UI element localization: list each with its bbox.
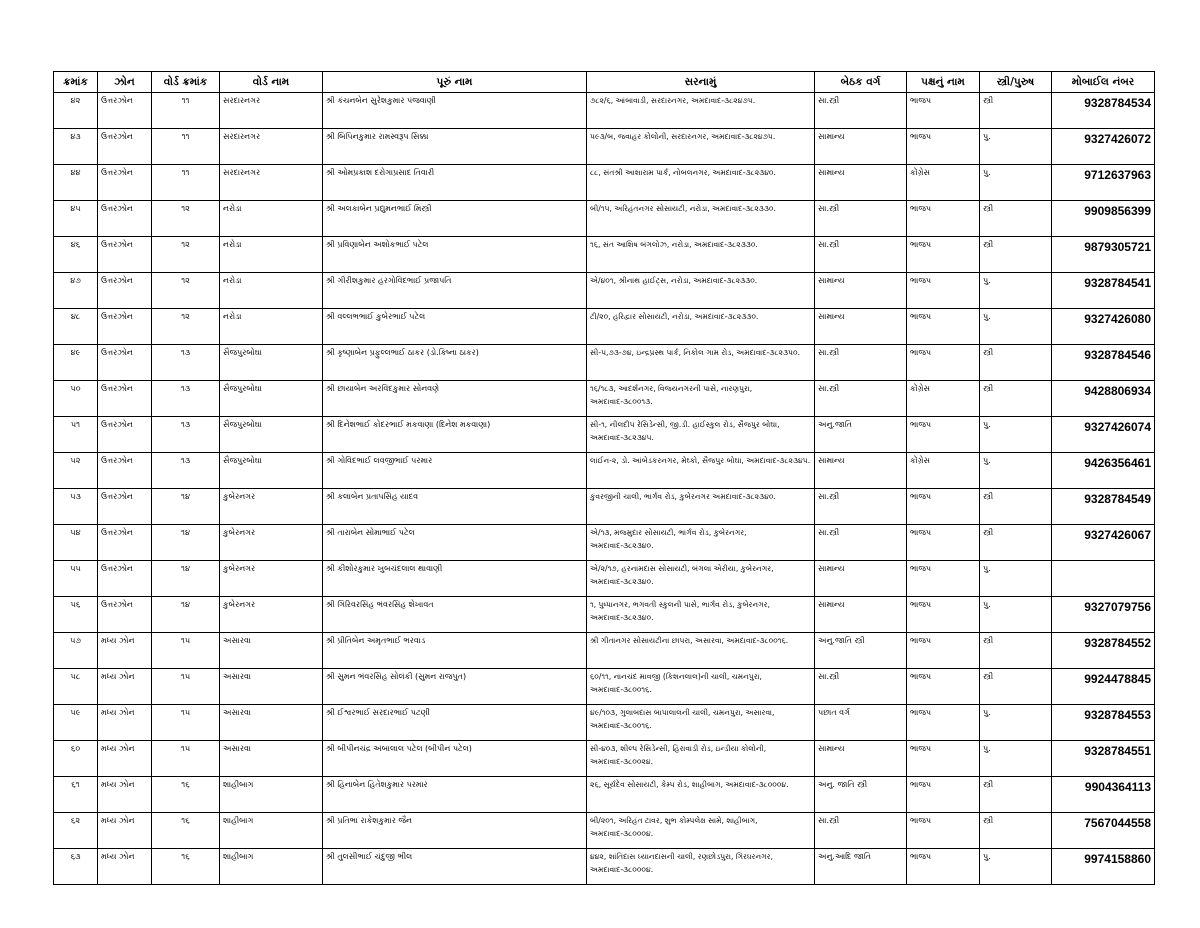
ward-number-cell: ૧૩ <box>152 381 220 417</box>
ward-number-cell: ૧૫ <box>152 741 220 777</box>
seat-category-cell: સામાન્ય <box>815 561 907 597</box>
seat-category-cell: અનુ.જાતિ સ્ત્રી <box>815 633 907 669</box>
gender-cell: સ્ત્રી <box>980 813 1052 849</box>
table-row <box>54 201 1155 237</box>
address-cell: ૧, પુષ્પાનગર, ભગવતી સ્કુલની પાસે, ભાર્ગવ રોડ, કુબેરનગર, અમદાવાદ-૩૮૨૩૪૦. <box>587 597 815 633</box>
ward-name-cell: સૈજપુરબોઘા <box>220 417 323 453</box>
zone-cell: ઉત્તરઝોન <box>98 165 152 201</box>
serial-number-cell: ૪૬ <box>54 237 98 273</box>
table-row <box>54 453 1155 489</box>
ward-name-cell: સૈજપુરબોઘા <box>220 345 323 381</box>
serial-number-cell: ૪૪ <box>54 165 98 201</box>
ward-name-cell: નરોડા <box>220 237 323 273</box>
full-name-cell: શ્રી વલ્લભભાઈ કુબેરભાઈ પટેલ <box>323 309 587 345</box>
party-cell: ભાજપ <box>907 237 980 273</box>
zone-cell: ઉત્તરઝોન <box>98 129 152 165</box>
ward-name-cell: અસારવા <box>220 633 323 669</box>
serial-number-cell: ૫૪ <box>54 525 98 561</box>
ward-number-cell: ૧૫ <box>152 633 220 669</box>
full-name-cell: શ્રી પ્રવિણાબેન અશોકભાઈ પટેલ <box>323 237 587 273</box>
address-cell: બી/૨૦૧, અરિહંત ટાવર, શુભ કોમ્પલેક્ષ સામે, શાહીબાગ, અમદાવાદ-૩૮૦૦૦૪. <box>587 813 815 849</box>
party-cell: ભાજપ <box>907 489 980 525</box>
ward-number-cell: ૧૬ <box>152 777 220 813</box>
ward-number-cell: ૧૬ <box>152 813 220 849</box>
ward-name-cell: શાહીબાગ <box>220 777 323 813</box>
table-row <box>54 597 1155 633</box>
mobile-number-cell: 9879305721 <box>1052 237 1155 273</box>
seat-category-cell: સામાન્ય <box>815 309 907 345</box>
ward-name-cell: કુબેરનગર <box>220 561 323 597</box>
address-cell: શ્રી ગીતાનગર સોસાયટીના છાપરા, અસારવા, અમદાવાદ-૩૮૦૦૧૬. <box>587 633 815 669</box>
mobile-number-cell: 9328784552 <box>1052 633 1155 669</box>
councillor-table <box>53 71 1155 885</box>
seat-category-cell: સા.સ્ત્રી <box>815 345 907 381</box>
address-cell: સી-૧, નીલદીપ રેસિડેન્સી, જી.ડી. હાઈસ્કુલ રોડ, સૈજપુર બોઘા, અમદાવાદ-૩૮૨૩૪૫. <box>587 417 815 453</box>
full-name-cell: શ્રી ઓમપ્રકાશ દરોગાપ્રસાદ તિવારી <box>323 165 587 201</box>
zone-cell: ઉત્તરઝોન <box>98 93 152 129</box>
address-cell: ૭૮૨/૬, આંબાવાડી, સરદારનગર, અમદાવાદ-૩૮૨૪૭૫. <box>587 93 815 129</box>
full-name-cell: શ્રી કંચનબેન સુરેશકુમાર પંજવાણી <box>323 93 587 129</box>
party-cell: કોંગ્રેસ <box>907 381 980 417</box>
table-row <box>54 669 1155 705</box>
gender-cell: પુ. <box>980 165 1052 201</box>
seat-category-cell: સામાન્ય <box>815 165 907 201</box>
full-name-cell: શ્રી પ્રીતિબેન અમૃતભાઈ ભરવાડ <box>323 633 587 669</box>
seat-category-cell: અનુ.જાતિ <box>815 417 907 453</box>
address-cell: ૨૬, સૂર્યદેવ સોસાયટી, કેમ્પ રોડ, શાહીબાગ, અમદાવાદ-૩૮૦૦૦૪. <box>587 777 815 813</box>
ward-number-cell: ૧૪ <box>152 525 220 561</box>
ward-number-cell: ૧૨ <box>152 201 220 237</box>
ward-number-cell: ૧૨ <box>152 309 220 345</box>
address-cell: ૮૮, સંતશ્રી આશારામ પાર્ક, નોબલનગર, અમદાવાદ-૩૮૨૩૪૦. <box>587 165 815 201</box>
gender-cell: પુ. <box>980 849 1052 885</box>
zone-cell: મધ્ય ઝોન <box>98 633 152 669</box>
seat-category-cell: સામાન્ય <box>815 597 907 633</box>
mobile-number-cell: 9712637963 <box>1052 165 1155 201</box>
table-row <box>54 849 1155 885</box>
ward-name-cell: નરોડા <box>220 309 323 345</box>
full-name-cell: શ્રી સુમન ભંવરસિંહ સોલંકી (સુમન રાજપુત) <box>323 669 587 705</box>
gender-cell: સ્ત્રી <box>980 669 1052 705</box>
full-name-cell: શ્રી કલાબેન પ્રતાપસિંહ યાદવ <box>323 489 587 525</box>
seat-category-cell: સા.સ્ત્રી <box>815 489 907 525</box>
ward-name-cell: સરદારનગર <box>220 129 323 165</box>
serial-number-cell: ૪૫ <box>54 201 98 237</box>
address-cell: સી-૪૦૩, શીલ્પ રેસિડેન્સી, હિરાવાડી રોડ, ઇન્ડીયા કોલોની, અમદાવાદ-૩૮૦૦૨૪. <box>587 741 815 777</box>
ward-number-cell: ૧૬ <box>152 849 220 885</box>
table-body <box>54 93 1155 885</box>
seat-category-cell: સા.સ્ત્રી <box>815 381 907 417</box>
full-name-cell: શ્રી બિપિનકુમાર રામસ્વરૂપ સિક્કા <box>323 129 587 165</box>
table-row <box>54 417 1155 453</box>
column-header: ક્રમાંક <box>54 72 98 93</box>
zone-cell: ઉત્તરઝોન <box>98 561 152 597</box>
zone-cell: મધ્ય ઝોન <box>98 777 152 813</box>
party-cell: ભાજપ <box>907 597 980 633</box>
gender-cell: સ્ત્રી <box>980 633 1052 669</box>
mobile-number-cell: 9328784551 <box>1052 741 1155 777</box>
party-cell: ભાજપ <box>907 129 980 165</box>
column-header: સરનામું <box>587 72 815 93</box>
zone-cell: ઉત્તરઝોન <box>98 597 152 633</box>
seat-category-cell: અનુ.આદિ જાતિ <box>815 849 907 885</box>
full-name-cell: શ્રી દિનેશભાઈ કોદરભાઈ મકવાણા (દિનેશ મકવાણા) <box>323 417 587 453</box>
ward-number-cell: ૧૩ <box>152 345 220 381</box>
zone-cell: ઉત્તરઝોન <box>98 417 152 453</box>
zone-cell: મધ્ય ઝોન <box>98 813 152 849</box>
ward-number-cell: ૧૪ <box>152 489 220 525</box>
seat-category-cell: સા.સ્ત્રી <box>815 525 907 561</box>
table-row <box>54 345 1155 381</box>
party-cell: ભાજપ <box>907 633 980 669</box>
address-cell: ટી/૨૦, હરિદ્વાર સોસાયટી, નરોડા, અમદાવાદ-૩૮૨૩૩૦. <box>587 309 815 345</box>
party-cell: ભાજપ <box>907 705 980 741</box>
ward-name-cell: સરદારનગર <box>220 93 323 129</box>
column-header: ઝોન <box>98 72 152 93</box>
party-cell: ભાજપ <box>907 273 980 309</box>
gender-cell: પુ. <box>980 705 1052 741</box>
party-cell: ભાજપ <box>907 561 980 597</box>
zone-cell: ઉત્તરઝોન <box>98 381 152 417</box>
column-header: વોર્ડ ક્રમાંક <box>152 72 220 93</box>
gender-cell: પુ. <box>980 417 1052 453</box>
seat-category-cell: અનુ. જાતિ સ્ત્રી <box>815 777 907 813</box>
gender-cell: સ્ત્રી <box>980 345 1052 381</box>
party-cell: ભાજપ <box>907 525 980 561</box>
gender-cell: પુ. <box>980 561 1052 597</box>
address-cell: ૧૬/૧૮૩, આદર્શનગર, વિજયનગરની પાસે, નારણપુરા, અમદાવાદ-૩૮૦૦૧૩. <box>587 381 815 417</box>
ward-number-cell: ૧૧ <box>152 165 220 201</box>
zone-cell: ઉત્તરઝોન <box>98 489 152 525</box>
full-name-cell: શ્રી ગીરીશકુમાર હરગોવિંદભાઈ પ્રજાપતિ <box>323 273 587 309</box>
gender-cell: પુ. <box>980 309 1052 345</box>
zone-cell: મધ્ય ઝોન <box>98 849 152 885</box>
gender-cell: સ્ત્રી <box>980 777 1052 813</box>
seat-category-cell: સામાન્ય <box>815 273 907 309</box>
gender-cell: પુ. <box>980 129 1052 165</box>
mobile-number-cell: 9328784546 <box>1052 345 1155 381</box>
ward-name-cell: કુબેરનગર <box>220 597 323 633</box>
address-cell: ૫૯૩/બ, જવાહર કોલોની, સરદારનગર, અમદાવાદ-૩૮૨૪૭૫. <box>587 129 815 165</box>
ward-name-cell: સૈજપુરબોઘા <box>220 381 323 417</box>
zone-cell: ઉત્તરઝોન <box>98 273 152 309</box>
table-row <box>54 129 1155 165</box>
party-cell: ભાજપ <box>907 201 980 237</box>
serial-number-cell: ૬૩ <box>54 849 98 885</box>
serial-number-cell: ૪૮ <box>54 309 98 345</box>
table-header <box>54 72 1155 93</box>
serial-number-cell: ૫૫ <box>54 561 98 597</box>
serial-number-cell: ૬૦ <box>54 741 98 777</box>
column-header: બેઠક વર્ગ <box>815 72 907 93</box>
zone-cell: મધ્ય ઝોન <box>98 741 152 777</box>
column-header: પૂરું નામ <box>323 72 587 93</box>
party-cell: ભાજપ <box>907 741 980 777</box>
gender-cell: સ્ત્રી <box>980 525 1052 561</box>
gender-cell: સ્ત્રી <box>980 381 1052 417</box>
full-name-cell: શ્રી છાયાબેન અરવિંદકુમાર સોનવણે <box>323 381 587 417</box>
column-header: વોર્ડ નામ <box>220 72 323 93</box>
column-header: સ્ત્રી/પુરુષ <box>980 72 1052 93</box>
seat-category-cell: પછાત વર્ગ <box>815 705 907 741</box>
seat-category-cell: સા.સ્ત્રી <box>815 201 907 237</box>
serial-number-cell: ૪૭ <box>54 273 98 309</box>
mobile-number-cell: 9328784553 <box>1052 705 1155 741</box>
table-row <box>54 489 1155 525</box>
table-row <box>54 633 1155 669</box>
zone-cell: મધ્ય ઝોન <box>98 705 152 741</box>
table-row <box>54 777 1155 813</box>
full-name-cell: શ્રી ગિરિવરસિંહ ભંવરસિંહ શેખાવત <box>323 597 587 633</box>
full-name-cell: શ્રી ઈશ્વરભાઈ સરદારભાઈ પટણી <box>323 705 587 741</box>
mobile-number-cell: 9924478845 <box>1052 669 1155 705</box>
full-name-cell: શ્રી પ્રતિભા રાકેશકુમાર જૈન <box>323 813 587 849</box>
address-cell: બી/૧૫, અરિહંતનગર સોસાયટી, નરોડા, અમદાવાદ-૩૮૨૩૩૦. <box>587 201 815 237</box>
column-header: પક્ષનું નામ <box>907 72 980 93</box>
mobile-number-cell: 9327426067 <box>1052 525 1155 561</box>
party-cell: ભાજપ <box>907 849 980 885</box>
gender-cell: સ્ત્રી <box>980 489 1052 525</box>
seat-category-cell: સા.સ્ત્રી <box>815 93 907 129</box>
gender-cell: પુ. <box>980 273 1052 309</box>
zone-cell: ઉત્તરઝોન <box>98 453 152 489</box>
ward-name-cell: સરદારનગર <box>220 165 323 201</box>
table-row <box>54 813 1155 849</box>
full-name-cell: શ્રી તુલસીભાઈ ચંદુજી ભીલ <box>323 849 587 885</box>
seat-category-cell: સા.સ્ત્રી <box>815 813 907 849</box>
full-name-cell: શ્રી અલકાબેન પ્રદ્યુમનભાઈ મિસ્ત્રી <box>323 201 587 237</box>
ward-number-cell: ૧૪ <box>152 561 220 597</box>
mobile-number-cell: 9909856399 <box>1052 201 1155 237</box>
gender-cell: પુ. <box>980 453 1052 489</box>
party-cell: ભાજપ <box>907 813 980 849</box>
address-cell: ૪૪૨, શાંતિદાસ ધ્યાનદાસની ચાલી, રણછોડપુરા, ગિરધરનગર, અમદાવાદ-૩૮૦૦૦૪. <box>587 849 815 885</box>
table-row <box>54 525 1155 561</box>
ward-number-cell: ૧૩ <box>152 417 220 453</box>
party-cell: કોંગ્રેસ <box>907 165 980 201</box>
address-cell: સી-૫,૭૩-૭૪, ઇન્દ્રપ્રસ્થ પાર્ક, નિકોલ ગામ રોડ, અમદાવાદ-૩૮૨૩૫૦. <box>587 345 815 381</box>
ward-number-cell: ૧૨ <box>152 273 220 309</box>
table-row <box>54 273 1155 309</box>
mobile-number-cell: 9328784549 <box>1052 489 1155 525</box>
address-cell: ૬૦/૧૧, નાનચંદ માવજી (કિશનલાલ)ની ચાલી, ચમનપુરા, અમદાવાદ-૩૮૦૦૧૬. <box>587 669 815 705</box>
table-row <box>54 237 1155 273</box>
zone-cell: ઉત્તરઝોન <box>98 201 152 237</box>
table-row <box>54 309 1155 345</box>
seat-category-cell: સામાન્ય <box>815 453 907 489</box>
party-cell: ભાજપ <box>907 417 980 453</box>
mobile-number-cell: 9974158860 <box>1052 849 1155 885</box>
serial-number-cell: ૫૩ <box>54 489 98 525</box>
mobile-number-cell: 9328784534 <box>1052 93 1155 129</box>
serial-number-cell: ૫૬ <box>54 597 98 633</box>
full-name-cell: શ્રી હિનાબેન હિતેશકુમાર પરમાર <box>323 777 587 813</box>
address-cell: ૧૬, સંત આશિષ બંગલોઝ, નરોડા, અમદાવાદ-૩૮૨૩૩૦. <box>587 237 815 273</box>
table-row <box>54 741 1155 777</box>
mobile-number-cell: 9327426080 <box>1052 309 1155 345</box>
header-row <box>54 72 1155 93</box>
table-row <box>54 93 1155 129</box>
serial-number-cell: ૫૦ <box>54 381 98 417</box>
party-cell: ભાજપ <box>907 669 980 705</box>
ward-number-cell: ૧૫ <box>152 669 220 705</box>
ward-number-cell: ૧૨ <box>152 237 220 273</box>
address-cell: ૪૯/૧૦૩, ગુલાબદાસ બાપાલાલની ચાલી, ચમનપુરા, અસારવા, અમદાવાદ-૩૮૦૦૧૬. <box>587 705 815 741</box>
address-cell: એ/૧૩, મજમુદાર સોસાયટી, ભાર્ગવ રોડ, કુબેરનગર, અમદાવાદ-૩૮૨૩૪૦. <box>587 525 815 561</box>
full-name-cell: શ્રી ગોવિંદભાઈ લવજીભાઈ પરમાર <box>323 453 587 489</box>
ward-name-cell: સૈજપુરબોઘા <box>220 453 323 489</box>
serial-number-cell: ૬૨ <box>54 813 98 849</box>
ward-name-cell: અસારવા <box>220 705 323 741</box>
ward-name-cell: નરોડા <box>220 273 323 309</box>
gender-cell: પુ. <box>980 741 1052 777</box>
serial-number-cell: ૪૯ <box>54 345 98 381</box>
table-row <box>54 561 1155 597</box>
ward-number-cell: ૧૫ <box>152 705 220 741</box>
table-row <box>54 705 1155 741</box>
ward-name-cell: શાહીબાગ <box>220 813 323 849</box>
table-row <box>54 165 1155 201</box>
gender-cell: સ્ત્રી <box>980 237 1052 273</box>
full-name-cell: શ્રી તારાબેન સોમાભાઈ પટેલ <box>323 525 587 561</box>
ward-name-cell: નરોડા <box>220 201 323 237</box>
seat-category-cell: સામાન્ય <box>815 741 907 777</box>
zone-cell: ઉત્તરઝોન <box>98 525 152 561</box>
party-cell: ભાજપ <box>907 93 980 129</box>
serial-number-cell: ૫૨ <box>54 453 98 489</box>
seat-category-cell: સા.સ્ત્રી <box>815 237 907 273</box>
ward-number-cell: ૧૩ <box>152 453 220 489</box>
mobile-number-cell <box>1052 561 1155 597</box>
serial-number-cell: ૫૭ <box>54 633 98 669</box>
zone-cell: મધ્ય ઝોન <box>98 669 152 705</box>
ward-number-cell: ૧૧ <box>152 93 220 129</box>
ward-name-cell: કુબેરનગર <box>220 525 323 561</box>
serial-number-cell: ૬૧ <box>54 777 98 813</box>
serial-number-cell: ૪૨ <box>54 93 98 129</box>
ward-name-cell: કુબેરનગર <box>220 489 323 525</box>
zone-cell: ઉત્તરઝોન <box>98 237 152 273</box>
gender-cell: સ્ત્રી <box>980 93 1052 129</box>
ward-name-cell: અસારવા <box>220 669 323 705</box>
column-header: મોબાઈલ નંબર <box>1052 72 1155 93</box>
mobile-number-cell: 9328784541 <box>1052 273 1155 309</box>
ward-number-cell: ૧૪ <box>152 597 220 633</box>
ward-name-cell: શાહીબાગ <box>220 849 323 885</box>
mobile-number-cell: 7567044558 <box>1052 813 1155 849</box>
gender-cell: સ્ત્રી <box>980 201 1052 237</box>
serial-number-cell: ૫૧ <box>54 417 98 453</box>
address-cell: કુંવરજીની ચાલી, ભાર્ગવ રોડ, કુબેરનગર અમદાવાદ-૩૮૨૩૪૦. <box>587 489 815 525</box>
serial-number-cell: ૫૮ <box>54 669 98 705</box>
seat-category-cell: સા.સ્ત્રી <box>815 669 907 705</box>
mobile-number-cell: 9327426072 <box>1052 129 1155 165</box>
party-cell: ભાજપ <box>907 345 980 381</box>
zone-cell: ઉત્તરઝોન <box>98 309 152 345</box>
mobile-number-cell: 9327079756 <box>1052 597 1155 633</box>
mobile-number-cell: 9904364113 <box>1052 777 1155 813</box>
serial-number-cell: ૪૩ <box>54 129 98 165</box>
ward-name-cell: અસારવા <box>220 741 323 777</box>
address-cell: એ/૨/૧૭, હરનામદાસ સોસાયટી, બંગલા એરીયા, કુબેરનગર, અમદાવાદ-૩૮૨૩૪૦. <box>587 561 815 597</box>
address-cell: એ/૪૦૧, શ્રીનાથ હાઈટ્સ, નરોડા, અમદાવાદ-૩૮૨૩૩૦. <box>587 273 815 309</box>
party-cell: ભાજપ <box>907 309 980 345</box>
party-cell: કોંગ્રેસ <box>907 453 980 489</box>
full-name-cell: શ્રી કીશોરકુમાર ખુબચંદલાલ થાવાણી <box>323 561 587 597</box>
serial-number-cell: ૫૯ <box>54 705 98 741</box>
ward-number-cell: ૧૧ <box>152 129 220 165</box>
party-cell: ભાજપ <box>907 777 980 813</box>
mobile-number-cell: 9426356461 <box>1052 453 1155 489</box>
gender-cell: પુ. <box>980 597 1052 633</box>
table-row <box>54 381 1155 417</box>
seat-category-cell: સામાન્ય <box>815 129 907 165</box>
zone-cell: ઉત્તરઝોન <box>98 345 152 381</box>
full-name-cell: શ્રી કૃષ્ણાબેન પ્રફુલ્લભાઈ ઠાકર (ડો.કિષ્ના ઠાકર) <box>323 345 587 381</box>
mobile-number-cell: 9327426074 <box>1052 417 1155 453</box>
address-cell: લાઈન-૨, ડો. આંબેડકરનગર, મેઘ્કો, સૈજપુર બોઘા, અમદાવાદ-૩૮૨૩૪૫. <box>587 453 815 489</box>
full-name-cell: શ્રી બીપીનચંદ્ર અંબાલાલ પટેલ (બીપીન પટેલ) <box>323 741 587 777</box>
mobile-number-cell: 9428806934 <box>1052 381 1155 417</box>
